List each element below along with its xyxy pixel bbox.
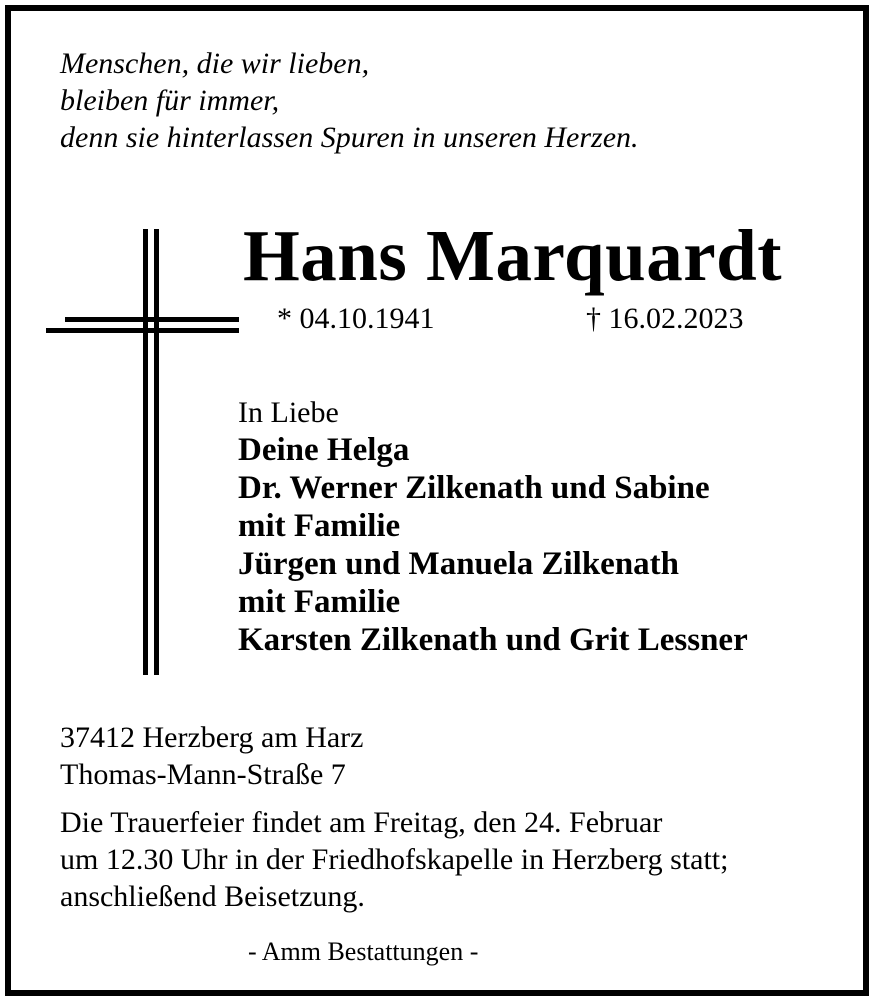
mourner-line: Deine Helga xyxy=(238,432,410,468)
birth-date: * 04.10.1941 xyxy=(277,302,435,335)
notice-line: um 12.30 Uhr in der Friedhofskapelle in Herzberg statt; xyxy=(60,843,729,876)
death-date: † 16.02.2023 xyxy=(586,302,744,335)
notice-line: Die Trauerfeier findet am Freitag, den 24. Februar xyxy=(60,806,663,839)
mourner-line: mit Familie xyxy=(238,584,401,620)
undertaker-credit: - Amm Bestattungen - xyxy=(248,937,479,966)
verse-line: bleiben für immer, xyxy=(60,84,280,117)
latin-cross-icon xyxy=(39,229,239,675)
verse-line: denn sie hinterlassen Spuren in unseren Herzen. xyxy=(60,121,639,154)
mourner-line: Dr. Werner Zilkenath und Sabine xyxy=(238,470,710,506)
obituary-notice xyxy=(5,5,869,996)
mourners-intro: In Liebe xyxy=(238,396,339,429)
mourner-line: Jürgen und Manuela Zilkenath xyxy=(238,546,680,582)
verse-line: Menschen, die wir lieben, xyxy=(60,47,370,80)
address-street: Thomas-Mann-Straße 7 xyxy=(60,758,346,791)
family-address xyxy=(60,719,364,793)
mourner-line: Karsten Zilkenath und Grit Lessner xyxy=(238,622,748,658)
funeral-notice xyxy=(60,804,728,915)
mourner-line: mit Familie xyxy=(238,508,401,544)
address-city: 37412 Herzberg am Harz xyxy=(60,721,364,754)
notice-line: anschließend Beisetzung. xyxy=(60,880,365,913)
memorial-verse xyxy=(60,45,639,156)
deceased-name: Hans Marquardt xyxy=(243,215,783,296)
mourners-list xyxy=(238,394,748,659)
